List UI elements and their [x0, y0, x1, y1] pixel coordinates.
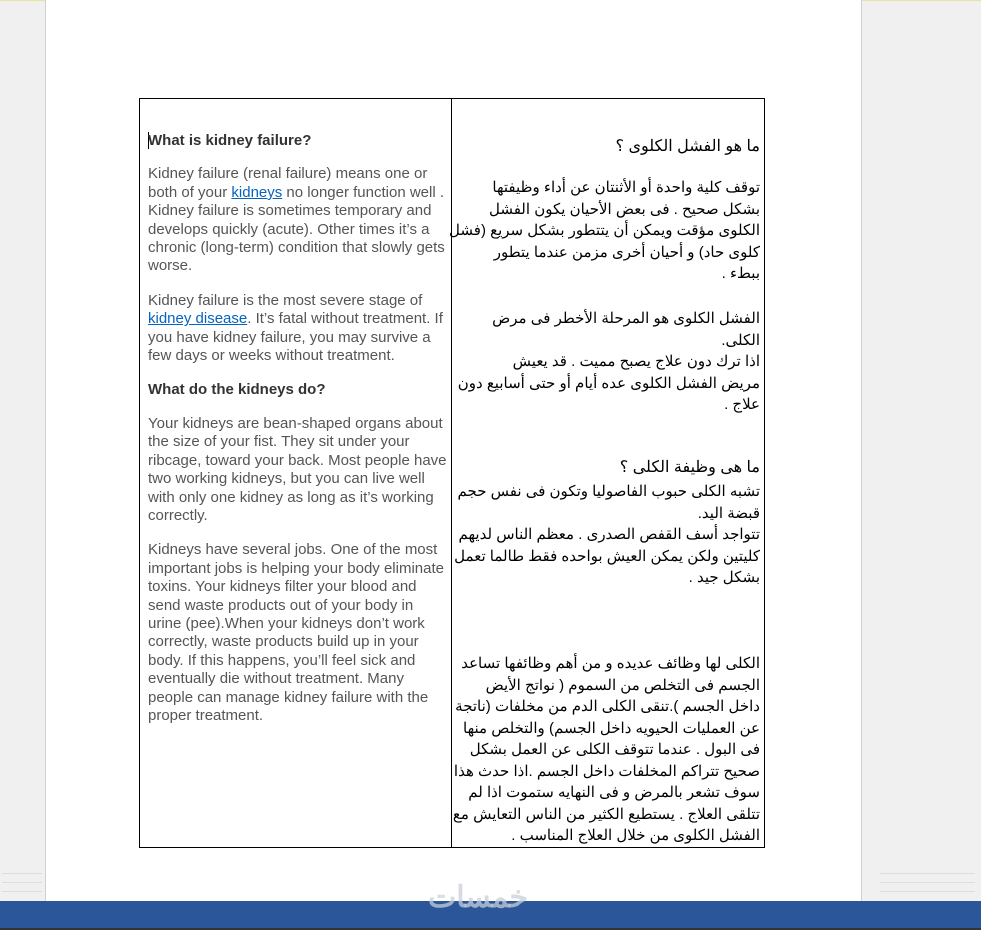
kidney-disease-link[interactable]: kidney disease	[148, 310, 248, 328]
arabic-title-2	[460, 457, 760, 479]
arabic-line: اذا ترك دون علاج يصبح مميت . قد يعيش	[512, 353, 760, 370]
arabic-line: كلوى حاد) و أحيان أخرى مزمن عندما يتطور	[493, 243, 760, 261]
arabic-line: تتلقى العلاج . يستطيع الكثير من الناس التعايش مع	[452, 805, 760, 823]
paragraph-3: Your kidneys are bean-shaped organs about the size of your fist. They sit under your ribcage, toward your back. Most people have two working kidneys, but you can live well with only one kidney as long as it’s working correctly.	[148, 414, 447, 524]
arabic-line: مريض الفشل الكلوى عده أيام أو حتى أسابيع دون	[457, 374, 760, 392]
arabic-line: الكلى لها وظائف عديده و من أهم وظائفها تساعد	[461, 655, 760, 672]
arabic-line: الفشل الكلوى من خلال العلاج المناسب .	[511, 827, 760, 844]
arabic-line: بشكل صحيح . فى بعض الأحيان يكون الفشل	[488, 200, 760, 218]
arabic-line: ببطء .	[721, 265, 760, 282]
arabic-paragraph-4	[452, 653, 760, 847]
arabic-line: قبضة اليد.	[697, 504, 760, 522]
arabic-heading: ما هو الفشل الكلوى ؟	[615, 138, 760, 155]
arabic-line: الجسم فى التخلص من السموم ( نواتج الأيض	[485, 676, 760, 694]
arabic-line: فى البول . عندما تتوقف الكلى عن العمل بشكل	[469, 741, 760, 758]
arabic-line: سوف تشعر بالمرض و فى النهايه ستموت اذا لم	[468, 784, 760, 801]
arabic-title-1	[460, 136, 760, 158]
bilingual-table	[139, 98, 765, 848]
arabic-paragraph-2	[457, 308, 760, 416]
arabic-line: داخل الجسم ).تنقى الكلى الدم من مخلفات (ناتجة	[455, 698, 760, 715]
paragraph-4: Kidneys have several jobs. One of the most important jobs is helping your body eliminate toxins. Your kidneys filter your blood and send waste products out of your body in urine (pee).When your kidneys don’t work correctly, waste products build up in your body. If this happens, you’ll feel sick and eventually die without treatment. Many people can manage kidney failure with the proper treatment.	[148, 541, 444, 724]
arabic-line: بشكل جيد .	[688, 569, 760, 586]
heading-what-do-kidneys-do: What do the kidneys do?	[148, 381, 326, 399]
column-divider	[451, 99, 452, 847]
arabic-line: تتواجد أسف القفص الصدرى . معظم الناس لديهم	[458, 526, 760, 543]
arabic-line: الكلوى مؤقت ويمكن أن يتتطور بشكل سريع (فشل	[449, 222, 760, 239]
arabic-line: صحيح تتراكم المخلفات داخل الجسم .اذا حدث هذا	[453, 762, 760, 780]
p2-text-b: . It’s fatal without treatment. If you have kidney failure, you may survive a few days or weeks without treatment.	[148, 310, 443, 365]
arabic-line: كليتين ولكن يمكن العيش بواحده فقط طالما تعمل	[454, 547, 760, 565]
arabic-paragraph-1	[449, 177, 760, 285]
right-margin	[880, 870, 975, 900]
khamsat-watermark-logo: خمسات	[428, 881, 529, 914]
arabic-line: علاج .	[724, 396, 760, 413]
arabic-heading: ما هى وظيفة الكلى ؟	[619, 459, 760, 476]
paragraph-1	[148, 165, 448, 275]
p1-text-a: Kidney failure (renal failure) means one or both of your	[148, 165, 428, 201]
arabic-line: توقف كلية واحدة أو الأثنتان عن أداء وظيفتها	[492, 179, 760, 196]
arabic-line: الفشل الكلوى هو المرحلة الأخطر فى مرض	[492, 310, 760, 327]
heading-what-is-kidney-failure: What is kidney failure?	[148, 132, 312, 149]
left-margin	[2, 870, 42, 900]
p2-text-a: Kidney failure is the most severe stage of	[148, 291, 423, 309]
kidneys-link[interactable]: kidneys	[231, 183, 283, 201]
arabic-line: تشبه الكلى حبوب الفاصوليا وتكون فى نفس حجم	[457, 483, 760, 500]
paragraph-2	[148, 292, 448, 366]
arabic-line: عن العمليات الحيويه داخل الجسم) والتخلص منها	[463, 719, 760, 737]
p1-text-b: no longer function well . Kidney failure is sometimes temporary and develops quickly (acute). Other times it’s a chronic (long-term) condition that slowly gets worse.	[148, 183, 445, 275]
arabic-paragraph-3	[454, 481, 760, 589]
english-cell[interactable]	[148, 132, 448, 725]
arabic-line: الكلى.	[721, 331, 760, 349]
